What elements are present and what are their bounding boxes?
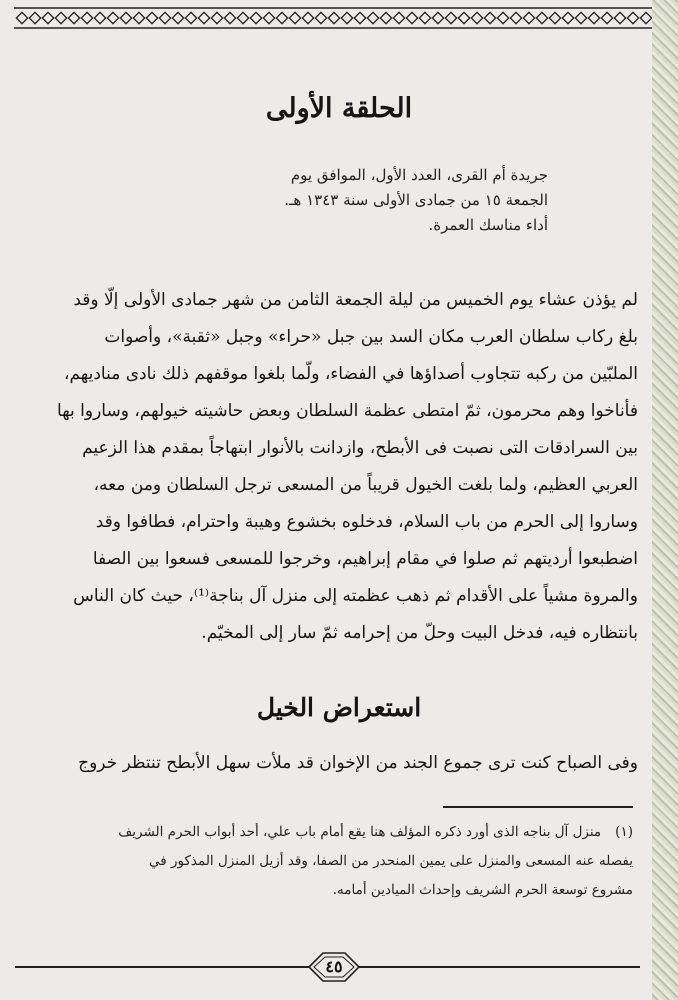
footnote-line [55, 818, 633, 847]
footnote [55, 818, 633, 905]
body-line: وساروا إلى الحرم من باب السلام، فدخلوه بخشوع وهيبة واحترام، فطافوا وقد [95, 512, 638, 532]
body-text [30, 282, 638, 652]
body-line: الملبّين من ركبه تتجاوب أصداؤها في الفضاء، ولّما بلغوا موقفهم ذلك نادى مناديهم، [63, 364, 638, 384]
section-heading: استعراض الخيل [256, 693, 422, 722]
body-line: العربي العظيم، ولما بلغت الخيول قريباً من المسعى ترجل السلطان ومن معه، [93, 475, 638, 495]
footnote-text: منزل آل بناجه الذى أورد ذكره المؤلف هنا يقع أمام باب علي، أحد أبواب الحرم الشريف [118, 824, 602, 840]
source-line: الجمعة ١٥ من جمادى الأولى سنة ١٣٤٣ هـ. [284, 191, 548, 209]
ornamental-border [14, 6, 654, 30]
footnote-line: يفصله عنه المسعى والمنزل على يمين المنحدر من الصفا، وقد أزيل المنزل المذكور في [149, 853, 633, 869]
chapter-title: الحلقة الأولى [265, 93, 413, 124]
source-citation [118, 163, 548, 238]
body-line: اضطبعوا أرديتهم ثم صلوا في مقام إبراهيم، وخرجوا للمسعى فسعوا بين الصفا [92, 549, 638, 569]
page-number: ٤٥ [325, 957, 343, 976]
footnote-number: (١) [615, 824, 633, 840]
footnote-line: مشروع توسعة الحرم الشريف وإحداث الميادين أمامه. [332, 882, 633, 898]
source-line: أداء مناسك العمرة. [428, 216, 548, 234]
body-line: وفى الصباح كنت ترى جموع الجند من الإخوان قد ملأت سهل الأبطح تنتظر خروج [78, 753, 638, 773]
body-line: والمروة مشياً على الأقدام ثم ذهب عظمته إلى منزل آل بناجة⁽¹⁾، حيث كان الناس [73, 586, 638, 606]
body-line: لم يؤذن عشاء يوم الخميس من ليلة الجمعة الثامن من شهر جمادى الأولى إلّا وقد [73, 290, 638, 310]
body-line: بانتظاره فيه، فدخل البيت وحلّ من إحرامه ثمّ سار إلى المخيّم. [201, 623, 638, 643]
body-line: فأناخوا وهم محرمون، ثمّ امتطى عظمة السلطان وبعض حاشيته خيولهم، وساروا بها [57, 401, 638, 421]
source-line: جريدة أم القرى، العدد الأول، الموافق يوم [290, 166, 548, 184]
footnote-divider [443, 806, 633, 808]
body-line: بين السرادقات التى نصبت فى الأبطح، وازدانت بالأنوار ابتهاجاً بمقدم هذا الزعيم [82, 438, 638, 458]
body-line: بلغ ركاب سلطان العرب مكان السد بين جبل «حراء» وجبل «ثقبة»، وأصوات [104, 327, 638, 347]
